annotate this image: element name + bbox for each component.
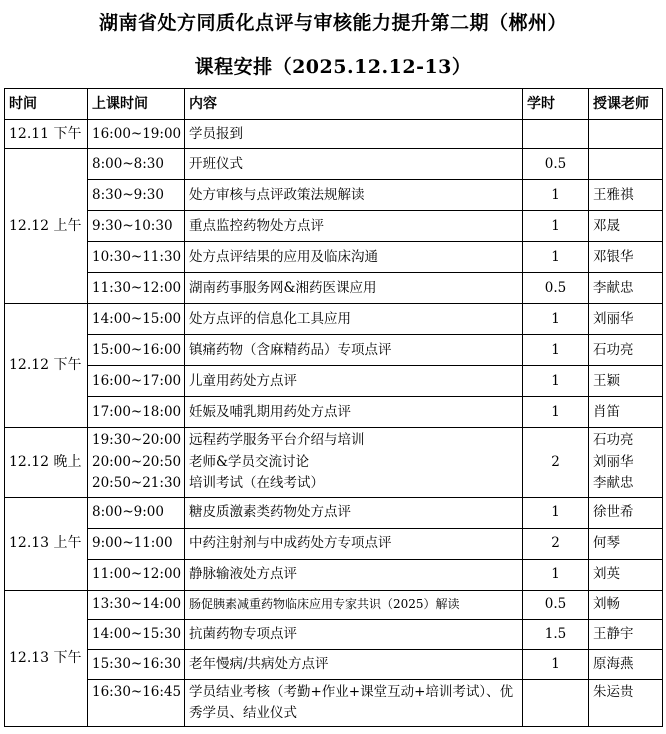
time-cell: 9:30~10:30 [88,211,185,242]
content-cell: 开班仪式 [185,149,523,180]
teacher-line: 石功亮 [593,432,634,448]
schedule-table [4,88,663,727]
hours-cell: 1 [523,180,589,211]
hours-cell: 1 [523,397,589,428]
content-cell: 妊娠及哺乳期用药处方点评 [185,397,523,428]
table-row [5,366,663,397]
teacher-cell: 邓银华 [589,242,663,273]
table-row [5,335,663,366]
day-label: 12.12 上午 [5,149,88,304]
hours-cell: 1 [523,335,589,366]
teacher-cell: 肖笛 [589,397,663,428]
table-row [5,273,663,304]
hours-cell: 1 [523,304,589,335]
hours-cell: 0.5 [523,590,589,619]
content-cell: 老年慢病/共病处方点评 [185,649,523,679]
table-row [5,679,663,726]
content-cell: 镇痛药物（含麻精药品）专项点评 [185,335,523,366]
content-cell: 儿童用药处方点评 [185,366,523,397]
day-label: 12.12 下午 [5,304,88,428]
time-cell: 11:00~12:00 [88,559,185,590]
teacher-cell: 王颖 [589,366,663,397]
table-row [5,180,663,211]
content-cell: 湖南药事服务网&湘药医课应用 [185,273,523,304]
hours-cell: 1 [523,211,589,242]
table-row [5,149,663,180]
time-cell: 8:30~9:30 [88,180,185,211]
content-line: 老师&学员交流讨论 [189,453,310,470]
time-cell: 16:30~16:45 [88,679,185,726]
content-cell: 静脉输液处方点评 [185,559,523,590]
time-line: 20:00~20:50 [92,453,182,470]
hours-cell: 2 [523,428,589,498]
header-teacher: 授课老师 [589,89,663,120]
teacher-cell: 石功亮 [589,335,663,366]
time-cell: 15:30~16:30 [88,649,185,679]
time-line: 19:30~20:00 [92,432,182,448]
day-label: 12.11 下午 [5,120,88,149]
day-label: 12.12 晚上 [5,428,88,498]
teacher-cell: 李献忠 [589,273,663,304]
content-cell: 处方点评结果的应用及临床沟通 [185,242,523,273]
table-row [5,649,663,679]
time-cell: 11:30~12:00 [88,273,185,304]
content-cell: 糖皮质激素类药物处方点评 [185,497,523,528]
hours-cell: 1 [523,242,589,273]
teacher-cell [589,149,663,180]
header-content: 内容 [185,89,523,120]
table-row [5,428,663,498]
day-label: 12.13 下午 [5,590,88,726]
time-cell: 17:00~18:00 [88,397,185,428]
content-cell: 处方审核与点评政策法规解读 [185,180,523,211]
teacher-line: 李献忠 [593,475,634,491]
time-line: 20:50~21:30 [92,475,182,491]
teacher-cell [589,120,663,149]
table-row [5,120,663,149]
teacher-cell: 刘英 [589,559,663,590]
time-cell: 9:00~11:00 [88,528,185,559]
time-cell: 14:00~15:00 [88,304,185,335]
content-cell: 抗菌药物专项点评 [185,619,523,649]
content-cell: 重点监控药物处方点评 [185,211,523,242]
content-cell: 学员报到 [185,120,523,149]
teacher-cell: 朱运贵 [589,679,663,726]
teacher-cell: 何琴 [589,528,663,559]
teacher-cell: 原海燕 [589,649,663,679]
teacher-cell: 徐世希 [589,497,663,528]
content-cell: 肠促胰素减重药物临床应用专家共识（2025）解读 [185,590,523,619]
day-label: 12.13 上午 [5,497,88,590]
header-hours: 学时 [523,89,589,120]
teacher-cell: 王静宇 [589,619,663,649]
time-cell: 15:00~16:00 [88,335,185,366]
teacher-cell [589,428,663,498]
page-subtitle: 课程安排（2025.12.12-13） [194,56,472,78]
table-row [5,590,663,619]
teacher-cell: 王雅祺 [589,180,663,211]
hours-cell [523,120,589,149]
time-cell: 10:30~11:30 [88,242,185,273]
table-row [5,397,663,428]
table-row [5,497,663,528]
hours-cell: 1.5 [523,619,589,649]
content-line: 远程药学服务平台介绍与培训 [189,432,365,448]
teacher-cell: 刘畅 [589,590,663,619]
table-row [5,304,663,335]
time-cell: 8:00~9:00 [88,497,185,528]
teacher-line: 刘丽华 [593,453,634,470]
content-cell: 学员结业考核（考勤+作业+课堂互动+培训考试）、优秀学员、结业仪式 [185,679,523,726]
header-day: 时间 [5,89,88,120]
time-cell: 16:00~19:00 [88,120,185,149]
time-cell: 8:00~8:30 [88,149,185,180]
time-cell [88,428,185,498]
content-cell: 处方点评的信息化工具应用 [185,304,523,335]
time-cell: 13:30~14:00 [88,590,185,619]
hours-cell: 0.5 [523,273,589,304]
time-cell: 14:00~15:30 [88,619,185,649]
hours-cell: 1 [523,649,589,679]
content-cell [185,428,523,498]
content-cell: 中药注射剂与中成药处方专项点评 [185,528,523,559]
table-row [5,211,663,242]
table-row [5,528,663,559]
hours-cell: 0.5 [523,149,589,180]
table-row [5,242,663,273]
hours-cell: 1 [523,366,589,397]
hours-cell: 1 [523,497,589,528]
table-row [5,619,663,649]
hours-cell [523,679,589,726]
page-title: 湖南省处方同质化点评与审核能力提升第二期（郴州） [98,12,567,34]
content-line: 培训考试（在线考试） [189,475,324,491]
time-cell: 16:00~17:00 [88,366,185,397]
header-time: 上课时间 [88,89,185,120]
hours-cell: 1 [523,559,589,590]
teacher-cell: 邓晟 [589,211,663,242]
teacher-cell: 刘丽华 [589,304,663,335]
hours-cell: 2 [523,528,589,559]
table-row [5,559,663,590]
header-row [5,89,663,120]
